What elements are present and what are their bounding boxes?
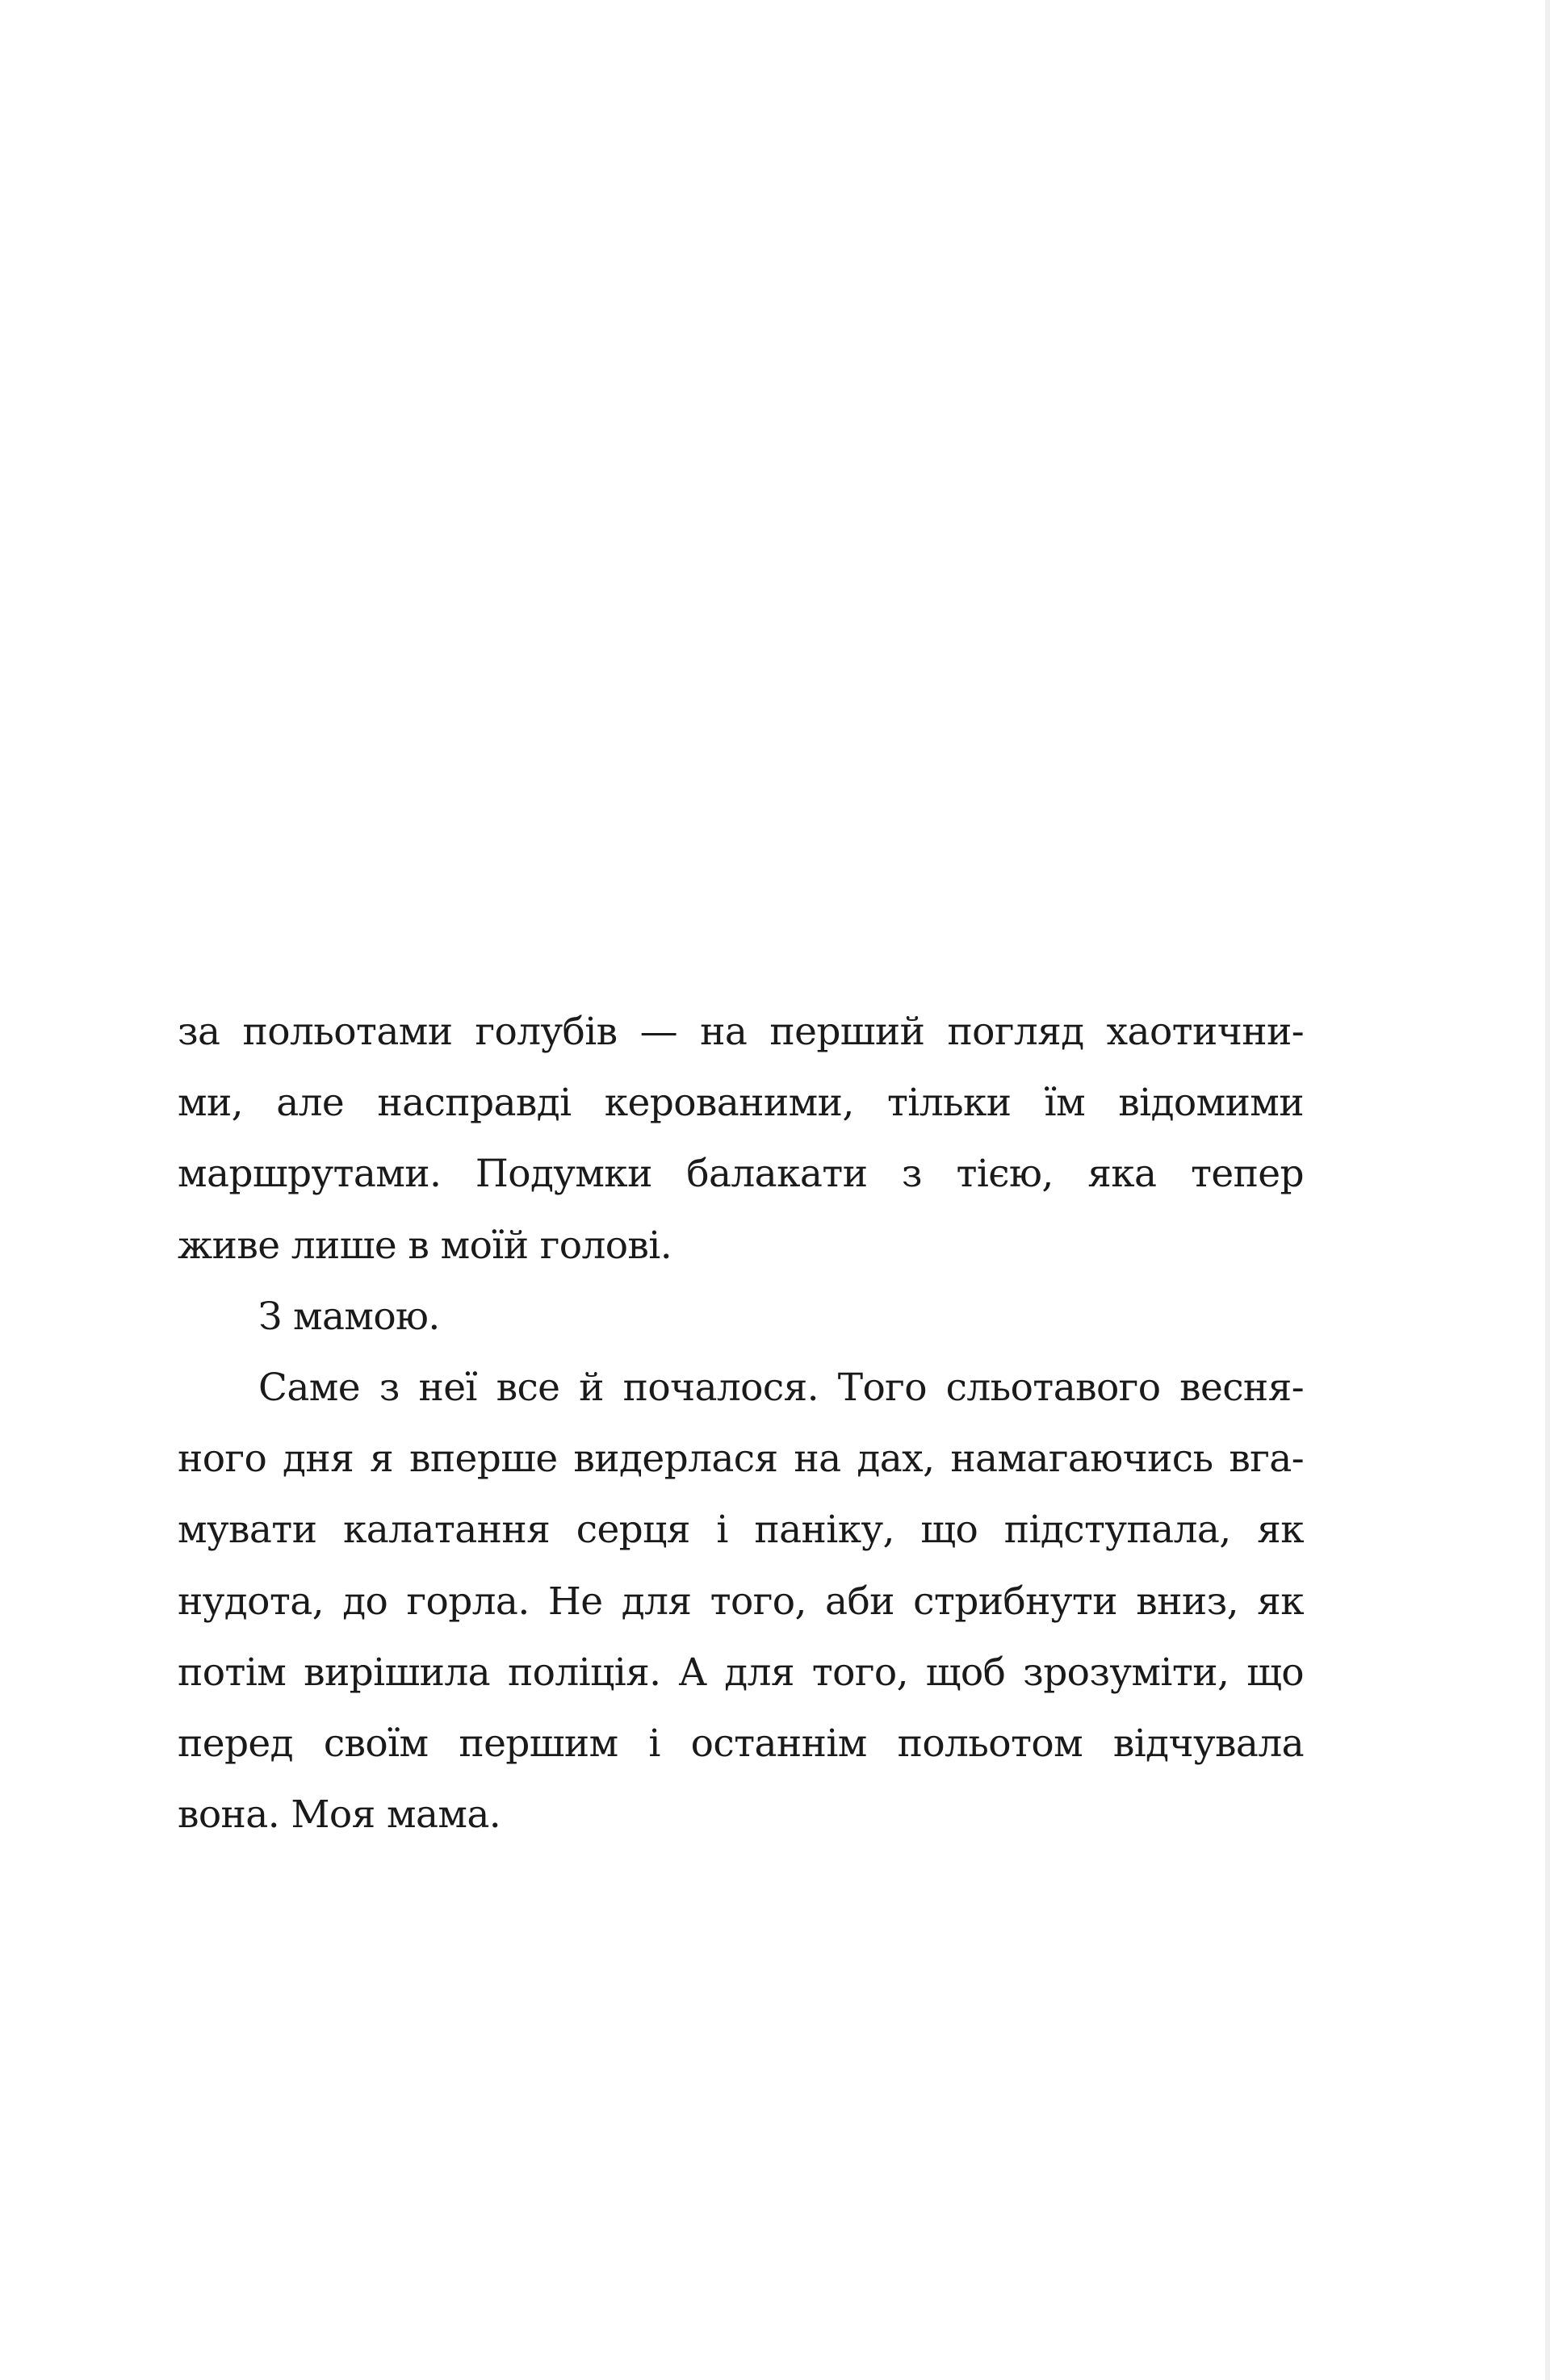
text-line: ного дня я вперше видерлася на дах, намагаючись вга- (178, 1437, 1304, 1482)
text-line-paragraph-start: Саме з неї все й почалося. Того сльотавого весня- (258, 1365, 1304, 1410)
text-line: маршрутами. Подумки балакати з тією, яка тепер (178, 1152, 1304, 1197)
text-line: ми, але насправді керованими, тільки їм відомими (178, 1081, 1304, 1126)
text-line: живе лише в моїй голові. (178, 1223, 672, 1268)
body-text (178, 997, 1304, 1851)
text-line-paragraph-start: З мамою. (258, 1294, 440, 1339)
text-line: нудота, до горла. Не для того, аби стрибнути вниз, як (178, 1579, 1304, 1624)
text-line: за польотами голубів — на перший погляд хаотични- (178, 1010, 1304, 1054)
text-line: потім вирішила поліція. А для того, щоб зрозуміти, що (178, 1650, 1304, 1695)
text-line: мувати калатання серця і паніку, що підступала, як (178, 1508, 1304, 1553)
text-line: перед своїм першим і останнім польотом відчувала (178, 1721, 1304, 1766)
scrollbar-track[interactable] (1545, 0, 1550, 2380)
text-line: вона. Моя мама. (178, 1792, 501, 1838)
